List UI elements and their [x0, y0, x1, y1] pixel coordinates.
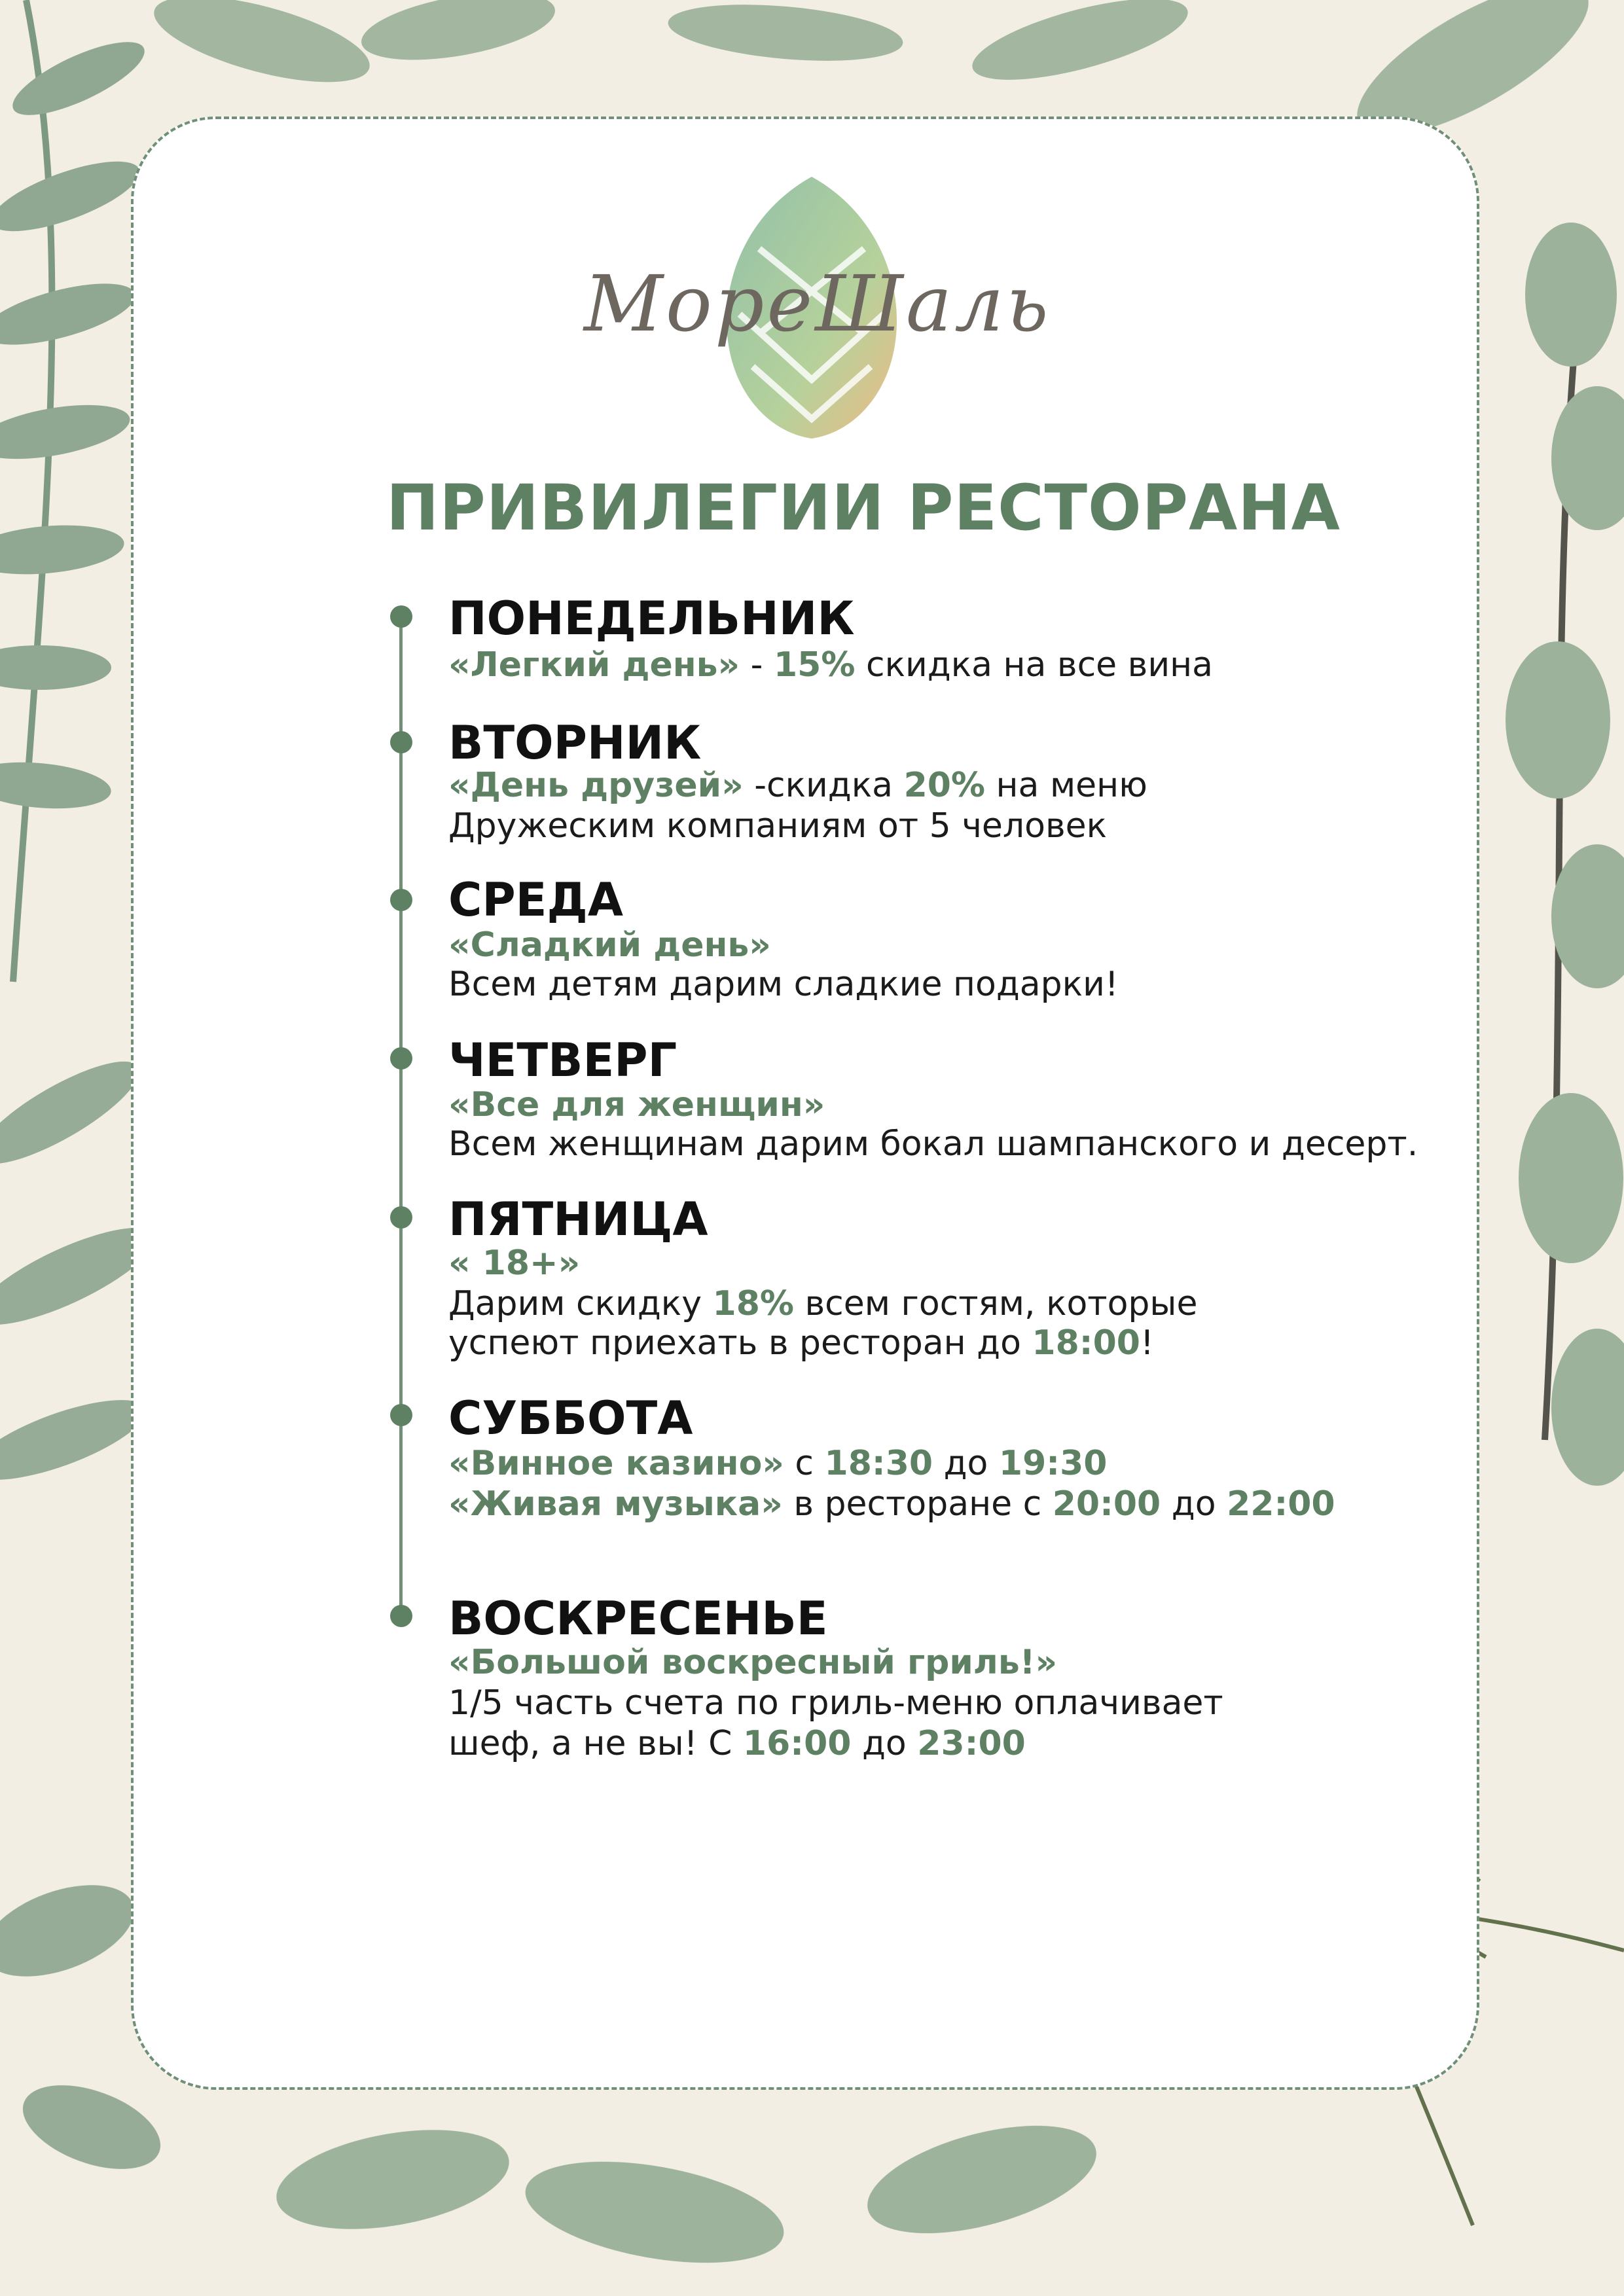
promo-line: [448, 806, 1108, 846]
promo-title: «Живая музыка»: [448, 1484, 783, 1524]
day-title: СРЕДА: [448, 873, 624, 927]
bottom-fern-leaves: [269, 2105, 1108, 2280]
timeline-dot: [390, 1206, 412, 1229]
promo-text: шеф, а не вы! С: [448, 1724, 743, 1763]
timeline-dot: [390, 889, 412, 911]
right-branch-leaves: [1506, 223, 1624, 1486]
promo-title: «Все для женщин»: [448, 1085, 825, 1124]
promo-text: 1/5 часть счета по гриль-меню оплачивает: [448, 1683, 1223, 1723]
timeline-dot: [390, 731, 412, 753]
promo-text: -скидка: [743, 766, 904, 805]
day-title: ПЯТНИЦА: [448, 1193, 708, 1246]
promo-title: «Большой воскресный гриль!»: [448, 1643, 1058, 1682]
promo-line: [448, 1683, 1223, 1723]
timeline-line: [399, 619, 403, 1617]
promo-text: до: [933, 1444, 999, 1483]
promo-line: [448, 1124, 1418, 1164]
day-title: ПОНЕДЕЛЬНИК: [448, 592, 855, 645]
timeline-dot: [390, 605, 412, 628]
promo-discount: 20%: [903, 766, 986, 805]
promo-line: [448, 1085, 825, 1124]
promo-text: Дружеским компаниям от 5 человек: [448, 806, 1108, 846]
day-title: ЧЕТВЕРГ: [448, 1033, 677, 1087]
promo-time: 22:00: [1227, 1484, 1335, 1524]
promo-text: всем гостям, которые: [793, 1284, 1198, 1323]
promo-time: 18:00: [1032, 1323, 1140, 1363]
promo-text: до: [1161, 1484, 1227, 1524]
promo-line: [448, 1484, 1335, 1524]
promo-text: скидка на все вина: [855, 645, 1213, 685]
promo-line: [448, 1284, 1198, 1323]
promo-title: «Легкий день»: [448, 645, 740, 685]
promo-line: [448, 645, 1213, 685]
promo-time: 23:00: [917, 1724, 1026, 1763]
promo-text: Всем детям дарим сладкие подарки!: [448, 965, 1119, 1004]
day-title: ВТОРНИК: [448, 716, 702, 770]
promo-time: 18:30: [824, 1444, 933, 1483]
promo-line: [448, 1323, 1154, 1363]
timeline-dot: [390, 1047, 412, 1069]
promo-text: Дарим скидку: [448, 1284, 713, 1323]
day-title: ВОСКРЕСЕНЬЕ: [448, 1592, 828, 1645]
promo-line: [448, 965, 1119, 1004]
promo-line: [448, 1444, 1108, 1483]
brand-logo-text: МореШаль: [584, 259, 1051, 349]
promo-discount: 18%: [712, 1284, 794, 1323]
promo-line: [448, 925, 771, 965]
timeline-dot: [390, 1404, 412, 1426]
promo-title: « 18+»: [448, 1244, 581, 1283]
timeline-dot: [390, 1605, 412, 1627]
promo-text: -: [740, 645, 774, 685]
page-title: ПРИВИЛЕГИИ РЕСТОРАНА: [386, 471, 1341, 545]
promo-text: до: [851, 1724, 918, 1763]
promo-line: [448, 766, 1147, 805]
promo-title: «Винное казино»: [448, 1444, 784, 1483]
day-title: СУББОТА: [448, 1391, 693, 1445]
promo-line: [448, 1724, 1026, 1763]
promo-text: на меню: [985, 766, 1147, 805]
promo-time: 19:30: [998, 1444, 1108, 1483]
promo-title: «День друзей»: [448, 766, 744, 805]
promo-title: «Сладкий день»: [448, 925, 771, 965]
promo-discount: 15%: [773, 645, 856, 685]
promo-text: Всем женщинам дарим бокал шампанского и десерт.: [448, 1124, 1418, 1164]
left-fern-frond: [0, 0, 153, 982]
promo-line: [448, 1244, 581, 1283]
promo-text: в ресторане с: [782, 1484, 1053, 1524]
promo-line: [448, 1643, 1058, 1682]
promo-text: успеют приехать в ресторан до: [448, 1323, 1032, 1363]
promo-time: 16:00: [742, 1724, 852, 1763]
promo-text: !: [1140, 1323, 1154, 1363]
promo-text: с: [784, 1444, 825, 1483]
promo-time: 20:00: [1052, 1484, 1161, 1524]
